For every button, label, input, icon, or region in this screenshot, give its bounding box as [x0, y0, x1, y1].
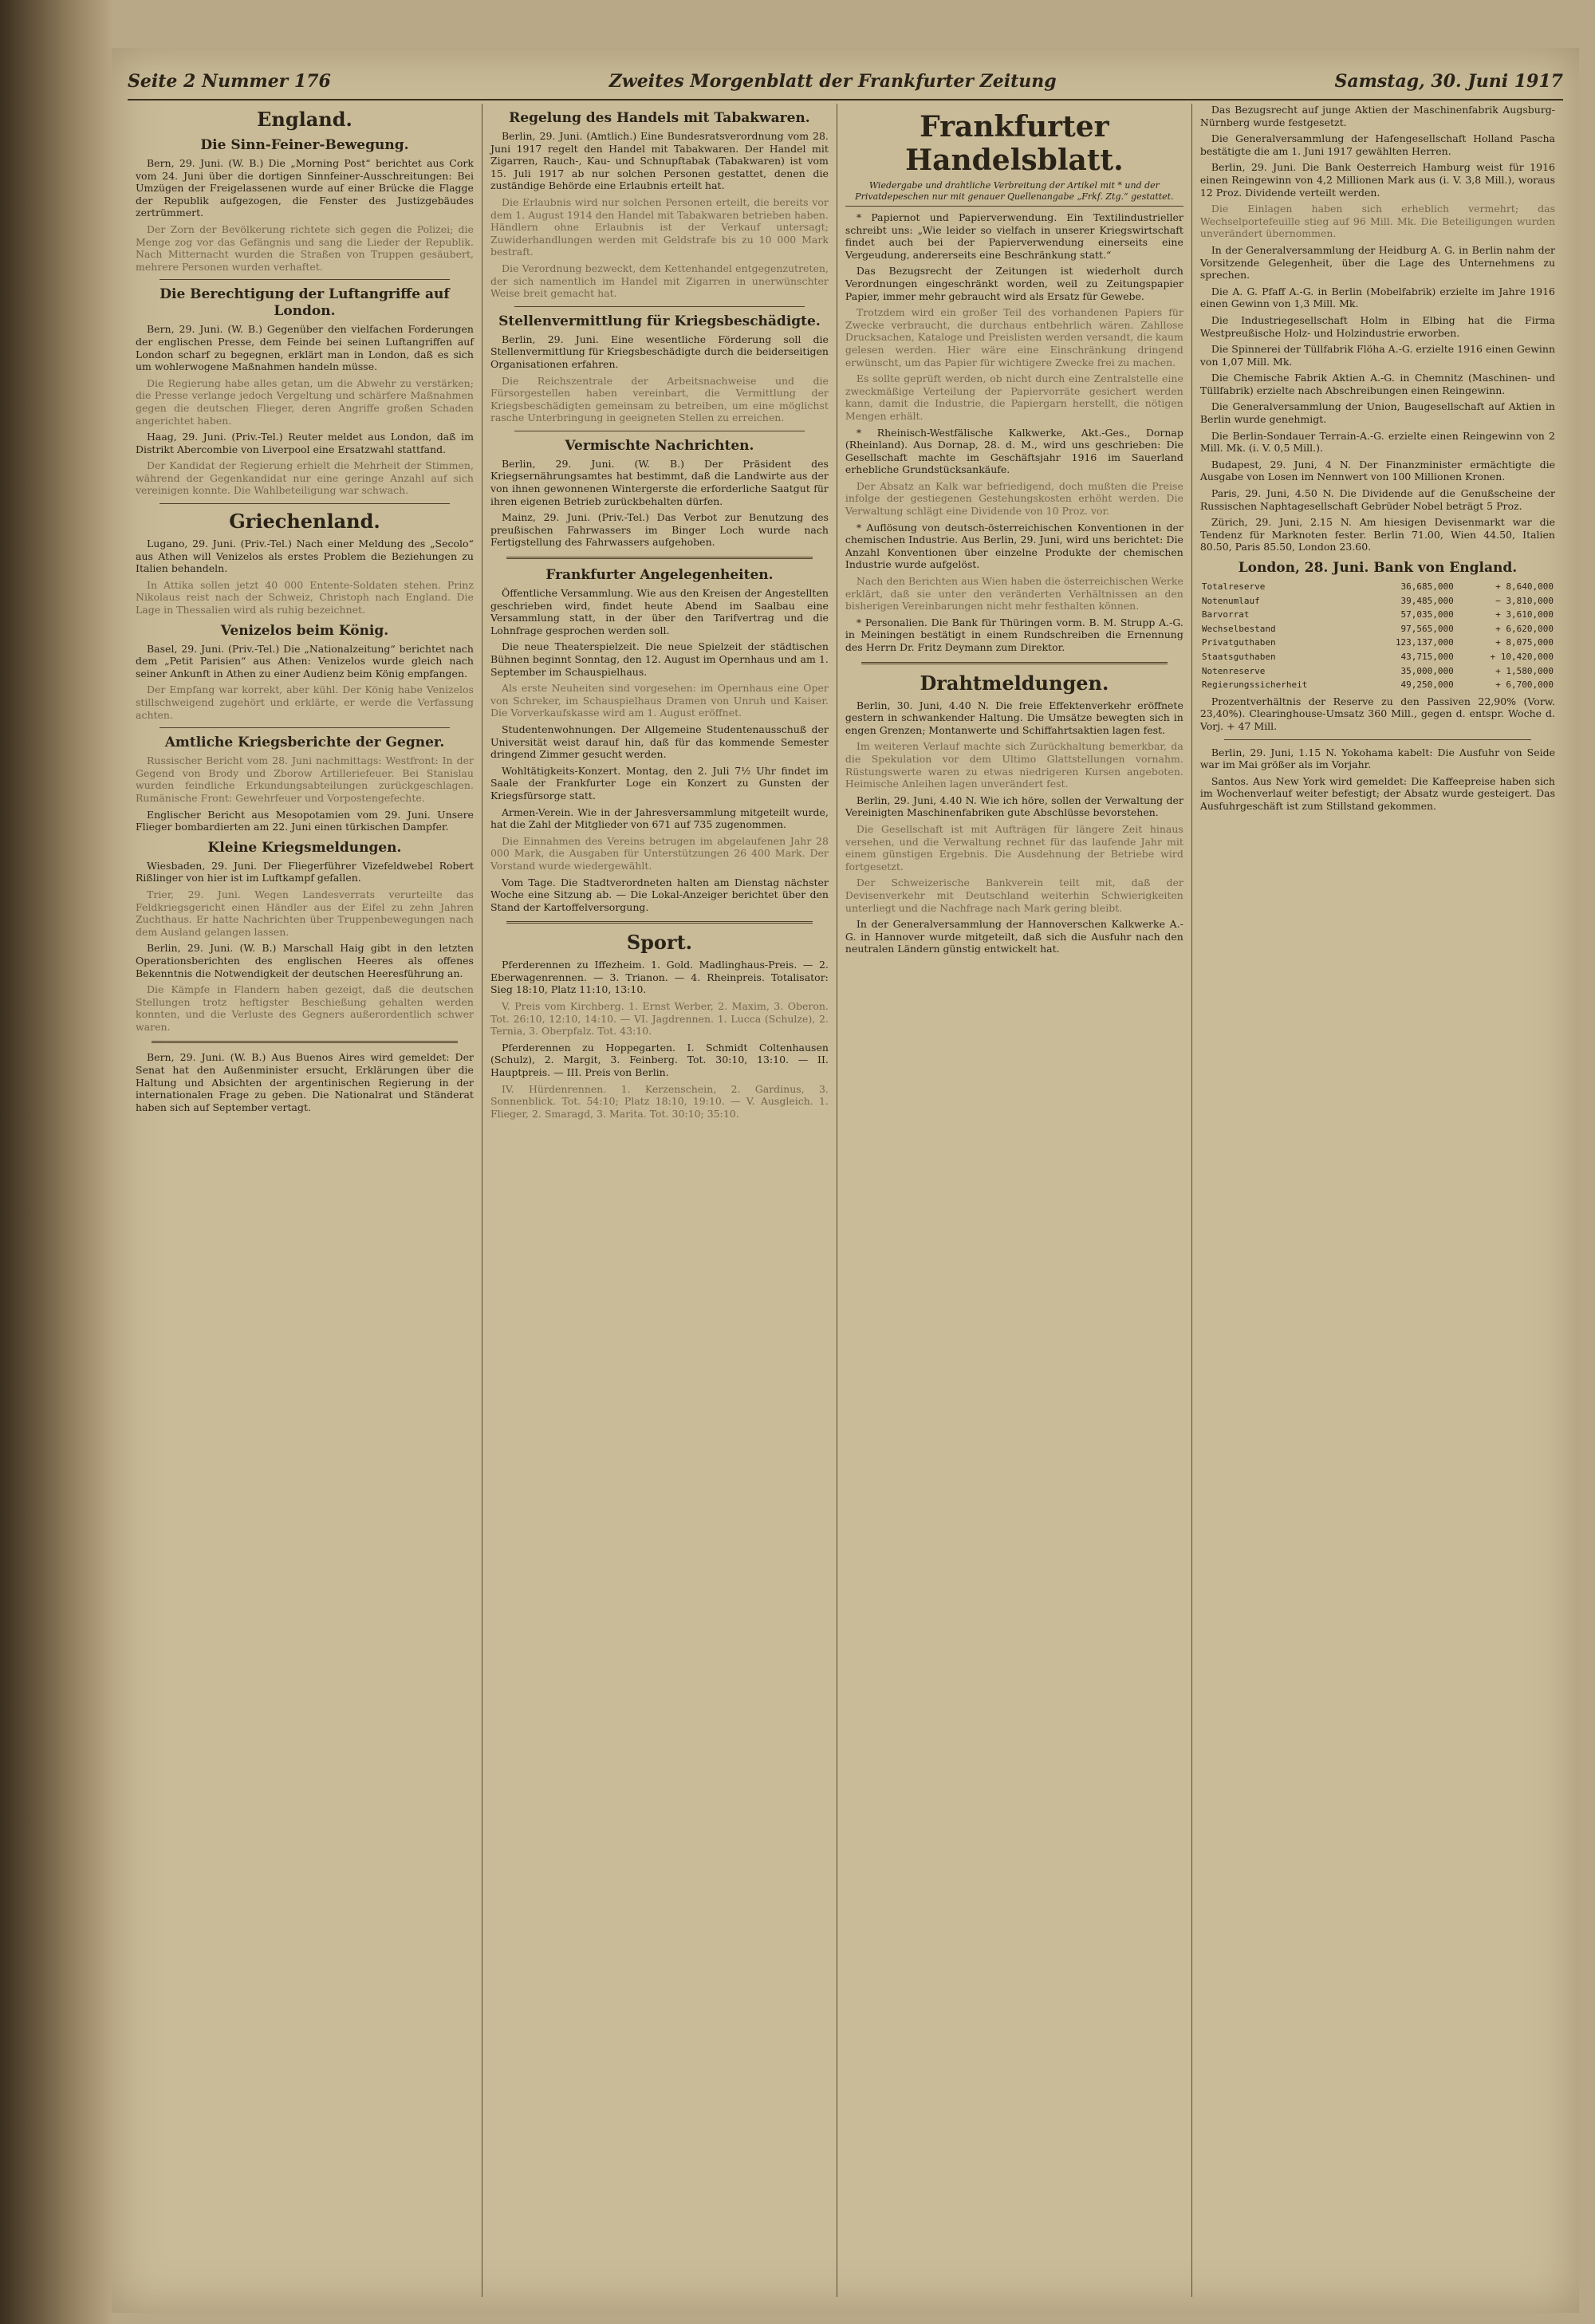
article-text: Berlin, 29. Juni. (W. B.) Der Präsident des Kriegsernährungsamtes hat bestimmt, daß die Landwirte aus der von ihnen gewonnenen Wintergerste die erforderliche Saatgut für ihren eigenen Betrieb zurückbehalten dürfen.	[490, 457, 829, 507]
article-text: Mainz, 29. Juni. (Priv.-Tel.) Das Verbot zur Benutzung des preußischen Fahrwassers im Binger Loch wurde nach Fertigstellung des Fahrwassers aufgehoben.	[490, 511, 829, 549]
article-text: Der Zorn der Bevölkerung richtete sich gegen die Polizei; die Menge zog vor das Gefängnis und sang die Lieder der Republik. Nach Mitternacht wurden die Straßen von Truppen gesäubert, mehrere Personen wurden verhaftet.	[136, 223, 474, 273]
article-text: Zürich, 29. Juni, 2.15 N. Am hiesigen Devisenmarkt war die Tendenz für Marknoten fester. Berlin 71.00, Wien 44.50, Italien 80.50, Paris 85.50, London 23.60.	[1199, 516, 1555, 553]
bank-table-cell-v2: + 6,700,000	[1495, 679, 1554, 691]
heading-stellen: Stellenvermittlung für Kriegsbeschädigte.	[498, 313, 821, 329]
article-text: Der Kandidat der Regierung erhielt die Mehrheit der Stimmen, während der Gegenkandidat nur eine geringe Anzahl auf sich vereinigen konnte. Die Wahlbeteiligung war schwach.	[136, 459, 474, 497]
heading-sport: Sport.	[626, 931, 693, 955]
article-text: In der Generalversammlung der Heidburg A. G. in Berlin nahm der Vorsitzende Gelegenheit, über die Lage des Unternehmens zu sprechen.	[1199, 243, 1555, 282]
article-text: Die Berlin-Sondauer Terrain-A.-G. erzielte einen Reingewinn von 2 Mill. Mk. (i. V. 0,5 Mill.).	[1199, 429, 1555, 455]
article-text: Pferderennen zu Hoppegarten. I. Schmidt Coltenhausen (Schulz), 2. Margit, 3. Feinberg. Tot. 30:10, 13:10. — II. Hauptpreis. — III. Preis von Berlin.	[490, 1041, 829, 1079]
bank-table-cell-v2: + 6,620,000	[1495, 623, 1554, 634]
article-text: Basel, 29. Juni. (Priv.-Tel.) Die „Nationalzeitung“ berichtet nach dem „Petit Parisien“ aus Athen: Venizelos wurde gleich nach seiner Ankunft in Athen zu einer Audienz beim König empfangen.	[136, 642, 474, 679]
heading-england: England.	[257, 108, 352, 131]
article-text: Berlin, 29. Juni, 1.15 N. Yokohama kabelt: Die Ausfuhr von Seide war im Mai größer als im Vorjahr.	[1199, 746, 1555, 771]
bank-table-cell-v2: − 3,810,000	[1495, 595, 1554, 606]
bank-table-cell-label: Totalreserve	[1201, 581, 1266, 592]
heading-venizelos: Venizelos beim König.	[220, 622, 389, 639]
bank-table-row	[1200, 594, 1555, 609]
article-text: Der Absatz an Kalk war befriedigend, doch mußten die Preise infolge der gestiegenen Gestehungskosten erhöht werden. Die Verwaltung schlägt eine Dividende von 10 Proz. vor.	[845, 479, 1183, 518]
article-text: Wohltätigkeits-Konzert. Montag, den 2. Juli 7½ Uhr findet im Saale der Frankfurter Loge ein Konzert zu Gunsten der Kriegsfürsorge statt.	[490, 764, 829, 802]
article-text: Im weiteren Verlauf machte sich Zurückhaltung bemerkbar, da die Spekulation vor dem Ultimo Glattstellungen vornahm. Rüstungswerte waren zu etwas niedrigeren Kursen angeboten. Heimische Anleihen lagen unverändert fest.	[845, 740, 1183, 790]
article-text: Die Regierung habe alles getan, um die Abwehr zu verstärken; die Presse verlange jedoch Vergeltung und schärfere Maßnahmen gegen die deutschen Flieger, deren Angriffe großen Schaden angerichtet haben.	[136, 376, 474, 427]
bank-table-cell-label: Notenreserve	[1201, 665, 1266, 676]
column-2	[482, 104, 837, 2297]
bank-report-title: London, 28. Juni. Bank von England.	[1238, 560, 1518, 576]
column-3	[837, 104, 1192, 2297]
article-text: Vom Tage. Die Stadtverordneten halten am Dienstag nächster Woche eine Sitzung ab. — Die Lokal-Anzeiger berichtet über den Stand der Kartoffelversorgung.	[490, 876, 829, 913]
article-text: Armen-Verein. Wie in der Jahresversammlung mitgeteilt wurde, hat die Zahl der Mitglieder von 671 auf 735 zugenommen.	[490, 806, 829, 831]
column-1	[128, 104, 482, 2297]
article-text: IV. Hürdenrennen. 1. Kerzenschein, 2. Gardinus, 3. Sonnenblick. Tot. 54:10; Platz 18:10, 19:10. — V. Ausgleich. 1. Flieger, 2. Smaragd, 3. Marita. Tot. 30:10; 35:10.	[490, 1082, 829, 1120]
bank-table-cell-v2: + 3,610,000	[1495, 609, 1554, 620]
bank-table-cell-v2: + 8,075,000	[1495, 637, 1554, 648]
article-text: Berlin, 29. Juni. Die Bank Oesterreich Hamburg weist für 1916 einen Reingewinn von 4,2 Millionen Mark aus (i. V. 3,8 Mill.), woraus 12 Proz. Dividende verteilt werden.	[1199, 161, 1555, 199]
article-text: Die Reichszentrale der Arbeitsnachweise und die Fürsorgestellen haben vereinbart, die Vermittlung der Kriegsbeschädigten gemeinsam zu betreiben, um eine möglichst rasche Unterbringung in geeigneten Stellen zu erreichen.	[490, 374, 829, 424]
article-text: In Attika sollen jetzt 40 000 Entente-Soldaten stehen. Prinz Nikolaus reist nach der Schweiz, Christoph nach England. Die Lage in Thessalien wird als ruhig bezeichnet.	[136, 578, 474, 616]
heading-griechenland: Griechenland.	[229, 510, 380, 534]
article-text: * Papiernot und Papierverwendung. Ein Textilindustrieller schreibt uns: „Wie leider so vielfach in unserer Kriegswirtschaft findet auch bei der Papierverwendung einerseits eine Vergeudung, andererseits eine Beschränkung statt.“	[845, 211, 1183, 261]
article-text: Berlin, 29. Juni. Eine wesentliche Förderung soll die Stellenvermittlung für Kriegsbeschädigte durch die beiderseitigen Organisationen erfahren.	[490, 333, 829, 370]
bank-table-cell-v1: 35,000,000	[1400, 665, 1454, 676]
article-text: Es sollte geprüft werden, ob nicht durch eine Zentralstelle eine zweckmäßige Verteilung der Papiervorräte gesichert werden kann, damit die Industrie, die Papiergarn herstellt, die nötigen Mengen erhält.	[845, 372, 1183, 422]
header-date: Samstag, 30. Juni 1917	[1334, 71, 1563, 92]
bank-table-cell-v2: + 1,580,000	[1495, 665, 1554, 676]
divider	[506, 557, 813, 559]
newspaper-page	[112, 48, 1579, 2313]
article-text: Die neue Theaterspielzeit. Die neue Spielzeit der städtischen Bühnen beginnt Sonntag, den 12. August im Opernhaus und am 1. September im Schauspielhaus.	[490, 640, 829, 678]
bank-table-row	[1200, 622, 1555, 636]
article-text: Die Chemische Fabrik Aktien A.-G. in Chemnitz (Maschinen- und Tüllfabrik) erzielte nach Abschreibungen einen Reingewinn.	[1199, 372, 1555, 396]
bank-table-cell-v1: 43,715,000	[1400, 651, 1454, 662]
article-text: Die Industriegesellschaft Holm in Elbing hat die Firma Westpreußische Holz- und Holzindustrie erworben.	[1199, 313, 1555, 339]
article-text: Santos. Aus New York wird gemeldet: Die Kaffeepreise haben sich im Wochenverlauf weiter befestigt; der Absatz wurde gesteigert. Das Ausfuhrgeschäft ist zum Stillstand gekommen.	[1199, 774, 1555, 812]
divider	[1224, 739, 1531, 740]
bank-table-cell-v1: 49,250,000	[1400, 679, 1454, 691]
article-text: * Auflösung von deutsch-österreichischen Konventionen in der chemischen Industrie. Aus Berlin, 29. Juni, wird uns berichtet: Die Anzahl Konventionen über einzelne Produkte der chemischen Industrie wurde aufgelöst.	[845, 521, 1183, 571]
bank-table-cell-label: Wechselbestand	[1201, 623, 1276, 634]
column-4	[1192, 104, 1563, 2297]
article-text: * Personalien. Die Bank für Thüringen vorm. B. M. Strupp A.-G. in Meiningen bestätigt in einem Rundschreiben die Ernennung des Herrn Dr. Fritz Deymann zum Direktor.	[845, 616, 1183, 653]
article-text: Das Bezugsrecht der Zeitungen ist wiederholt durch Verordnungen eingeschränkt worden, weil zu Zeitungspapier Papier, immer mehr gebraucht wird als Ersatz für Gewebe.	[845, 265, 1183, 302]
divider	[861, 662, 1168, 664]
divider	[514, 306, 805, 307]
article-text: Bern, 29. Juni. (W. B.) Gegenüber den vielfachen Forderungen der englischen Presse, dem Feinde bei seinen Luftangriffen auf London scharf zu begegnen, erklärt man in London, daß es sich um wohlerwogene Maßnahmen handeln müsse.	[136, 323, 474, 373]
article-text: Haag, 29. Juni. (Priv.-Tel.) Reuter meldet aus London, daß im Distrikt Abercombie von Liverpool eine Ersatzwahl stattfand.	[136, 431, 474, 455]
heading-vermischte: Vermischte Nachrichten.	[565, 437, 754, 454]
page-header	[128, 64, 1563, 100]
article-text: Lugano, 29. Juni. (Priv.-Tel.) Nach einer Meldung des „Secolo“ aus Athen will Venizelos als erstes Problem die Beziehungen zu Italien behandeln.	[136, 538, 474, 575]
bank-table-row	[1200, 664, 1555, 679]
article-text: Russischer Bericht vom 28. Juni nachmittags: Westfront: In der Gegend von Brody und Zborow Artilleriefeuer. Bei Stanislau wurden feindliche Erkundungsabteilungen zurückgeschlagen. Rumänische Front: Gewehrfeuer und Vorpostengefechte.	[136, 754, 474, 804]
divider	[506, 921, 813, 924]
article-text: Der Empfang war korrekt, aber kühl. Der König habe Venizelos stillschweigend zugehört und erklärte, er werde die Verfassung achten.	[136, 683, 474, 721]
article-text: Bern, 29. Juni. (W. B.) Aus Buenos Aires wird gemeldet: Der Senat hat den Außenminister ersucht, Erklärungen über die Haltung und Absichten der argentinischen Regierung in der internationalen Frage zu geben. Die Nationalrat und Ständerat haben sich auf September vertagt.	[136, 1051, 474, 1113]
heading-tabak: Regelung des Handels mit Tabakwaren.	[509, 110, 810, 126]
article-text: Die Spinnerei der Tüllfabrik Flöha A.-G. erzielte 1916 einen Gewinn von 1,07 Mill. Mk.	[1199, 343, 1555, 368]
bank-table-cell-label: Regierungssicherheit	[1201, 679, 1308, 691]
columns	[128, 104, 1563, 2297]
heading-kleine: Kleine Kriegsmeldungen.	[207, 839, 402, 856]
heading-luftangriffe: Die Berechtigung der Luftangriffe auf London.	[160, 286, 450, 320]
article-text: Die Gesellschaft ist mit Aufträgen für längere Zeit hinaus versehen, und die Verwaltung rechnet für das laufende Jahr mit einem günstigen Ergebnis. Die Ausdehnung der Betriebe wird fortgesetzt.	[845, 822, 1183, 872]
handelsblatt-subtitle: Wiedergabe und drahtliche Verbreitung der Artikel mit * und der Privatdepeschen nur mit genauer Quellenangabe „Frkf. Ztg.“ gestattet.	[845, 180, 1183, 207]
article-text: Paris, 29. Juni, 4.50 N. Die Dividende auf die Genußscheine der Russischen Naphtagesellschaft Gebrüder Nobel beträgt 5 Proz.	[1199, 487, 1555, 512]
article-text: V. Preis vom Kirchberg. 1. Ernst Werber, 2. Maxim, 3. Oberon. Tot. 26:10, 12:10, 14:10. — VI. Jagdrennen. 1. Lucca (Schulze), 2. Ternia, 3. Oberpfalz. Tot. 43:10.	[490, 1000, 829, 1038]
bank-table-row	[1200, 650, 1555, 664]
article-text: Die Verordnung bezweckt, dem Kettenhandel entgegenzutreten, der sich namentlich im Handel mit Zigarren in unerwünschter Weise breit gemacht hat.	[490, 262, 829, 300]
bank-table-cell-v1: 57,035,000	[1400, 609, 1454, 620]
divider	[160, 503, 450, 504]
bank-table-cell-label: Notenumlauf	[1201, 595, 1260, 606]
article-text: Nach den Berichten aus Wien haben die österreichischen Werke erklärt, daß sie unter den veränderten Verhältnissen an den bisherigen Vereinbarungen nicht mehr festhalten können.	[845, 575, 1183, 613]
bank-table-cell-v1: 97,565,000	[1400, 623, 1454, 634]
article-text: Berlin, 30. Juni, 4.40 N. Die freie Effektenverkehr eröffnete gestern in schwankender Haltung. Die Umsätze bewegten sich in engen Grenzen; Montanwerte und Schiffahrtsaktien lagen fest.	[845, 699, 1183, 736]
bank-table-cell-v1: 123,137,000	[1395, 637, 1454, 648]
bank-of-england-table	[1200, 580, 1555, 692]
bank-table-row	[1200, 636, 1555, 650]
article-text: Wiesbaden, 29. Juni. Der Fliegerführer Vizefeldwebel Robert Rißlinger von hier ist im Luftkampf gefallen.	[136, 859, 474, 884]
article-text: Die Generalversammlung der Hafengesellschaft Holland Pascha bestätigte die am 1. Juni 1917 gewählten Herren.	[1199, 132, 1555, 157]
bank-table-row	[1200, 678, 1555, 692]
article-text: Als erste Neuheiten sind vorgesehen: im Opernhaus eine Oper von Schreker, im Schauspielhaus Dramen von Unruh und Kaiser. Die Vorverkaufskasse wird am 1. August eröffnet.	[490, 682, 829, 719]
article-text: Pferderennen zu Iffezheim. 1. Gold. Madlinghaus-Preis. — 2. Eberwagenrennen. — 3. Trianon. — 4. Rheinpreis. Totalisator: Sieg 18:10, Platz 11:10, 13:10.	[490, 959, 829, 996]
article-text: Trier, 29. Juni. Wegen Landesverrats verurteilte das Feldkriegsgericht einen Händler aus der Eifel zu zehn Jahren Zuchthaus. Er hatte Nachrichten über Truppenbewegungen nach dem Ausland gelangen lassen.	[136, 888, 474, 938]
article-text: Der Schweizerische Bankverein teilt mit, daß der Devisenverkehr mit Deutschland weiterhin Schwierigkeiten unterliegt und die Nachfrage nach Mark gering bleibt.	[845, 876, 1183, 914]
bank-table-cell-v2: + 10,420,000	[1490, 651, 1554, 662]
article-text: Die Kämpfe in Flandern haben gezeigt, daß die deutschen Stellungen trotz heftigster Beschießung gehalten werden konnten, und die Verluste des Gegners außerordentlich schwer waren.	[136, 983, 474, 1033]
article-text: Berlin, 29. Juni. (W. B.) Marschall Haig gibt in den letzten Operationsberichten des englischen Heeres als offenes Bekenntnis die Notwendigkeit der deutschen Heeresführung an.	[136, 942, 474, 979]
divider	[160, 279, 450, 280]
header-page-number: Seite 2 Nummer 176	[128, 71, 331, 92]
article-text: Öffentliche Versammlung. Wie aus den Kreisen der Angestellten geschrieben wird, findet heute Abend im Saalbau eine Versammlung statt, in der über den Tarifvertrag und die Lohnfrage gesprochen werden soll.	[490, 587, 829, 636]
bank-table-row	[1200, 608, 1555, 622]
article-text: Prozentverhältnis der Reserve zu den Passiven 22,90% (Vorw. 23,40%). Clearinghouse-Umsatz 360 Mill., gegen d. entspr. Woche d. Vorj. + 47 Mill.	[1199, 695, 1555, 732]
heading-sinn-fein: Die Sinn-Feiner-Bewegung.	[200, 137, 409, 153]
article-text: Das Bezugsrecht auf junge Aktien der Maschinenfabrik Augsburg-Nürnberg wurde festgesetzt.	[1199, 104, 1555, 128]
bank-table-cell-label: Barvorrat	[1201, 609, 1250, 620]
article-text: Trotzdem wird ein großer Teil des vorhandenen Papiers für Zwecke verbraucht, die durchaus entbehrlich wären. Zahllose Drucksachen, Kataloge und Preislisten werden versandt, die kaum gelesen werden. Hier wäre eine Einschränkung dringend erwünscht, um das Papier für wichtigere Zwecke frei zu machen.	[845, 306, 1183, 368]
divider	[152, 1041, 458, 1043]
bank-table-row	[1200, 580, 1555, 594]
handelsblatt-title: Frankfurter Handelsblatt.	[905, 110, 1124, 177]
bank-table-cell-v1: 39,485,000	[1400, 595, 1454, 606]
article-text: * Rheinisch-Westfälische Kalkwerke, Akt.-Ges., Dornap (Rheinland). Aus Dornap, 28. d. M., wird uns geschrieben: Die Gesellschaft machte im Geschäftsjahr 1916 im Sauerland erhebliche Grundstücksankäufe.	[845, 426, 1183, 476]
heading-frankfurter: Frankfurter Angelegenheiten.	[545, 567, 774, 584]
article-text: Die A. G. Pfaff A.-G. in Berlin (Mobelfabrik) erzielte im Jahre 1916 einen Gewinn von 1,3 Mill. Mk.	[1199, 285, 1555, 310]
bank-table-cell-label: Privatguthaben	[1201, 637, 1276, 648]
article-text: Berlin, 29. Juni. (Amtlich.) Eine Bundesratsverordnung vom 28. Juni 1917 regelt den Handel mit Tabakwaren. Der Handel mit Zigarren, Rauch-, Kau- und Schnupftabak (Tabakwaren) ist vom 15. Juli 1917 ab nur solchen Personen gestattet, denen die zuständige Behörde eine Erlaubnis erteilt hat.	[490, 130, 829, 192]
bank-table-cell-label: Staatsguthaben	[1201, 651, 1276, 662]
bank-table-cell-v2: + 8,640,000	[1495, 581, 1554, 592]
heading-kriegsberichte: Amtliche Kriegsberichte der Gegner.	[164, 735, 445, 751]
article-text: Die Einlagen haben sich erheblich vermehrt; das Wechselportefeuille stieg auf 96 Mill. Mk. Die Beteiligungen wurden unverändert übernommen.	[1199, 203, 1555, 240]
article-text: Bern, 29. Juni. (W. B.) Die „Morning Post“ berichtet aus Cork vom 24. Juni über die dortigen Sinnfeiner-Ausschreitungen: Bei Umzügen der Freigelassenen wurde auf einer Brücke die Flagge der Republik aufgezogen, die Fenster des Justizgebäudes zertrümmert.	[136, 157, 474, 219]
article-text: Die Generalversammlung der Union, Baugesellschaft auf Aktien in Berlin wurde genehmigt.	[1199, 400, 1555, 426]
article-text: Budapest, 29. Juni, 4 N. Der Finanzminister ermächtigte die Ausgabe von Losen im Nennwert von 100 Millionen Kronen.	[1199, 458, 1555, 483]
article-text: Studentenwohnungen. Der Allgemeine Studentenausschuß der Universität weist darauf hin, daß für das kommende Semester dringend Zimmer gesucht werden.	[490, 723, 829, 761]
article-text: In der Generalversammlung der Hannoverschen Kalkwerke A.-G. in Hannover wurde mitgeteilt, daß sich die Ausfuhr nach den neutralen Ländern günstig entwickelt hat.	[845, 918, 1183, 955]
article-text: Die Einnahmen des Vereins betrugen im abgelaufenen Jahr 28 000 Mark, die Ausgaben für Unterstützungen 26 400 Mark. Der Vorstand wurde wiedergewählt.	[490, 834, 829, 872]
article-text: Englischer Bericht aus Mesopotamien vom 29. Juni. Unsere Flieger bombardierten am 22. Juni einen türkischen Dampfer.	[136, 808, 474, 833]
divider	[160, 727, 450, 728]
article-text: Berlin, 29. Juni, 4.40 N. Wie ich höre, sollen der Verwaltung der Vereinigten Maschinenfabriken gute Abschlüsse bevorstehen.	[845, 794, 1183, 819]
bank-table-cell-v1: 36,685,000	[1400, 581, 1454, 592]
article-text: Die Erlaubnis wird nur solchen Personen erteilt, die bereits vor dem 1. August 1914 den Handel mit Tabakwaren betrieben haben. Händlern ohne Erlaubnis ist der Verkauf untersagt; Zuwiderhandlungen werden mit Geldstrafe bis zu 10 000 Mark bestraft.	[490, 195, 829, 258]
header-masthead: Zweites Morgenblatt der Frankfurter Zeitung	[608, 71, 1057, 92]
heading-drahtmeldungen: Drahtmeldungen.	[920, 671, 1109, 695]
book-binding-edge	[0, 0, 112, 2324]
